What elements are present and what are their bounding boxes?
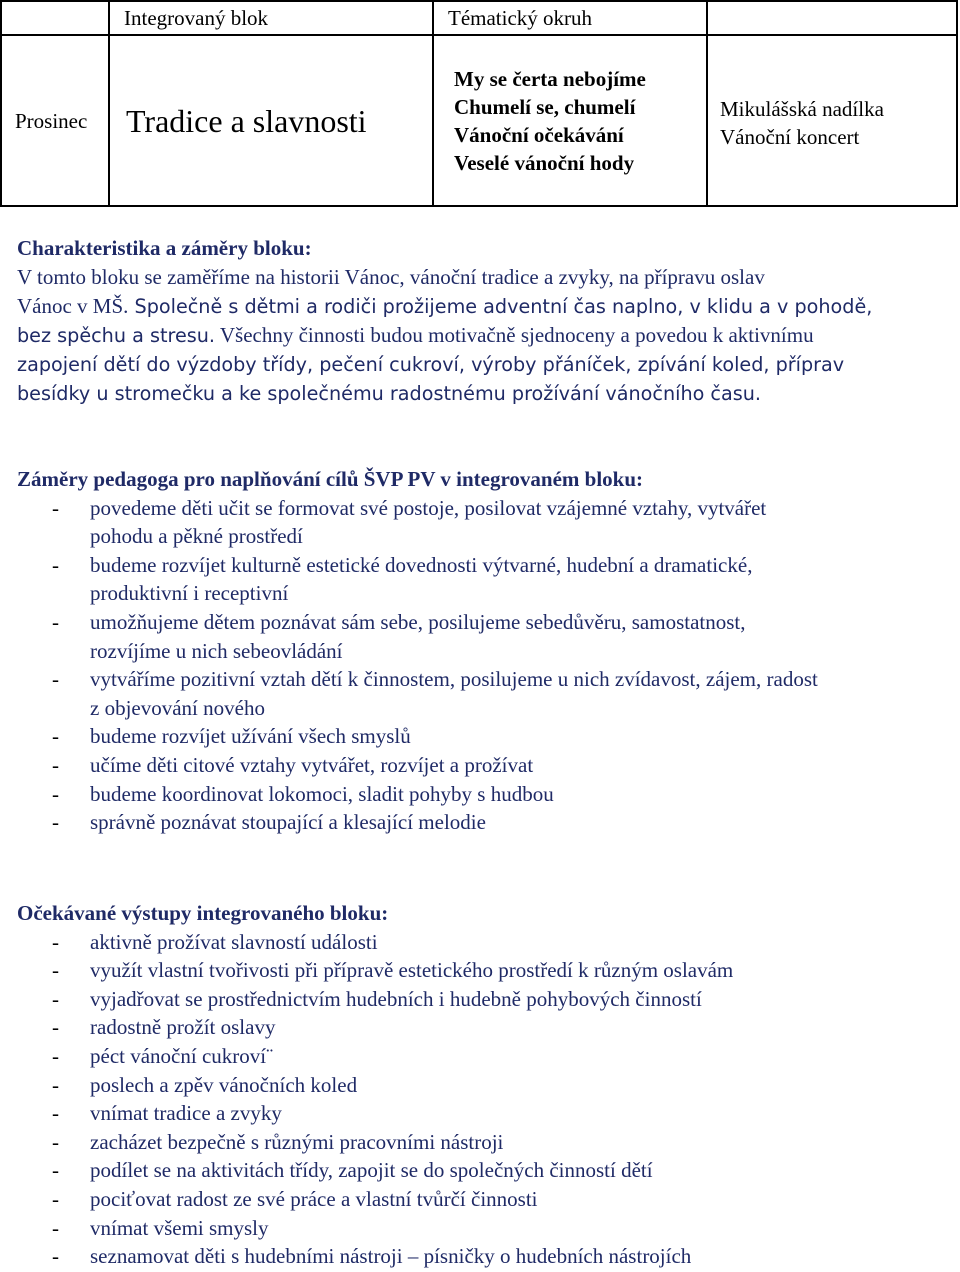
event-item: Mikulášská nadílka <box>720 97 884 121</box>
topic-item: Vánoční očekávání <box>454 122 624 147</box>
characteristics-line: bez spěchu a stresu. Všechny činnosti budou motivačně sjednoceny a povedou k aktivnímu <box>17 322 814 347</box>
goal-item: - povedeme děti učit se formovat své postoje, posilovat vzájemné vztahy, vytvářet pohodu a pěkné prostředí <box>52 495 767 549</box>
header-block-label: Integrovaný blok <box>124 6 269 30</box>
outcome-item: - podílet se na aktivitách třídy, zapojit se do společných činností dětí <box>52 1158 653 1183</box>
topic-item: My se čerta nebojíme <box>454 66 646 91</box>
outcomes-heading: Očekávané výstupy integrovaného bloku: <box>17 901 389 925</box>
characteristics-text <box>17 263 957 408</box>
topic-item: Chumelí se, chumelí <box>454 94 636 119</box>
goal-item: - učíme děti citové vztahy vytvářet, rozvíjet a prožívat <box>52 752 534 777</box>
outcome-item: - poslech a zpěv vánočních koled <box>52 1072 358 1097</box>
header-topic-label: Tématický okruh <box>448 6 593 30</box>
outcomes-list <box>17 928 957 1271</box>
goal-item: - budeme rozvíjet kulturně estetické dovednosti výtvarné, hudební a dramatické, produktivní i receptivní <box>52 552 753 606</box>
outcomes-section <box>17 899 957 1271</box>
outcome-item: - vnímat všemi smysly <box>52 1215 269 1240</box>
header-empty-cell <box>1 1 109 35</box>
outcome-item: - vyjadřovat se prostřednictvím hudebních i hudebně pohybových činností <box>52 986 702 1011</box>
goal-item: - budeme koordinovat lokomoci, sladit pohyby s hudbou <box>52 781 554 806</box>
goal-item: - vytváříme pozitivní vztah dětí k činnostem, posilujeme u nich zvídavost, zájem, radost z objevování nového <box>52 667 818 720</box>
header-topic-cell <box>433 1 707 35</box>
characteristics-line: besídky u stromečku a ke společnému radostnému prožívání vánočního času. <box>17 381 762 405</box>
outcome-item: - radostně prožít oslavy <box>52 1015 276 1040</box>
block-name-cell: Tradice a slavnosti <box>109 35 433 206</box>
outcome-item: - zacházet bezpečně s různými pracovními nástroji <box>52 1129 504 1154</box>
outcome-item: - péct vánoční cukroví¨ <box>52 1043 274 1068</box>
curriculum-table <box>0 0 958 207</box>
goals-list <box>17 494 957 837</box>
header-events-cell <box>707 1 957 35</box>
outcome-item: - využít vlastní tvořivosti při přípravě estetického prostředí k různým oslavám <box>52 958 734 983</box>
goal-item: - budeme rozvíjet užívání všech smyslů <box>52 724 411 749</box>
goals-section <box>17 465 957 837</box>
outcome-item: - vnímat tradice a zvyky <box>52 1101 282 1126</box>
events-cell <box>707 35 957 206</box>
outcome-item: - seznamovat děti s hudebními nástroji – písničky o hudebních nástrojích <box>52 1244 692 1269</box>
topics-cell <box>433 35 707 206</box>
characteristics-heading: Charakteristika a záměry bloku: <box>17 236 312 260</box>
goal-item: - umožňujeme dětem poznávat sám sebe, posilujeme sebedůvěru, samostatnost, rozvíjíme u nich sebeovládání <box>52 609 746 663</box>
characteristics-line: V tomto bloku se zaměříme na historii Vánoc, vánoční tradice a zvyky, na přípravu oslav <box>17 264 765 289</box>
characteristics-line: Vánoc v MŠ. Společně s dětmi a rodiči prožijeme adventní čas naplno, v klidu a v pohodě, <box>17 293 873 318</box>
goal-item: - správně poznávat stoupající a klesající melodie <box>52 810 486 835</box>
outcome-item: - aktivně prožívat slavností události <box>52 929 378 954</box>
topic-item: Veselé vánoční hody <box>454 150 635 175</box>
outcome-item: - pociťovat radost ze své práce a vlastní tvůrčí činnosti <box>52 1186 538 1211</box>
goals-heading: Záměry pedagoga pro naplňování cílů ŠVP PV v integrovaném bloku: <box>17 467 644 491</box>
characteristics-section <box>17 234 957 408</box>
event-item: Vánoční koncert <box>720 125 860 149</box>
characteristics-line: zapojení dětí do výzdoby třídy, pečení cukroví, výroby přáníček, zpívání koled, příprav <box>17 352 845 376</box>
header-block-cell <box>109 1 433 35</box>
month-cell: Prosinec <box>1 35 109 206</box>
